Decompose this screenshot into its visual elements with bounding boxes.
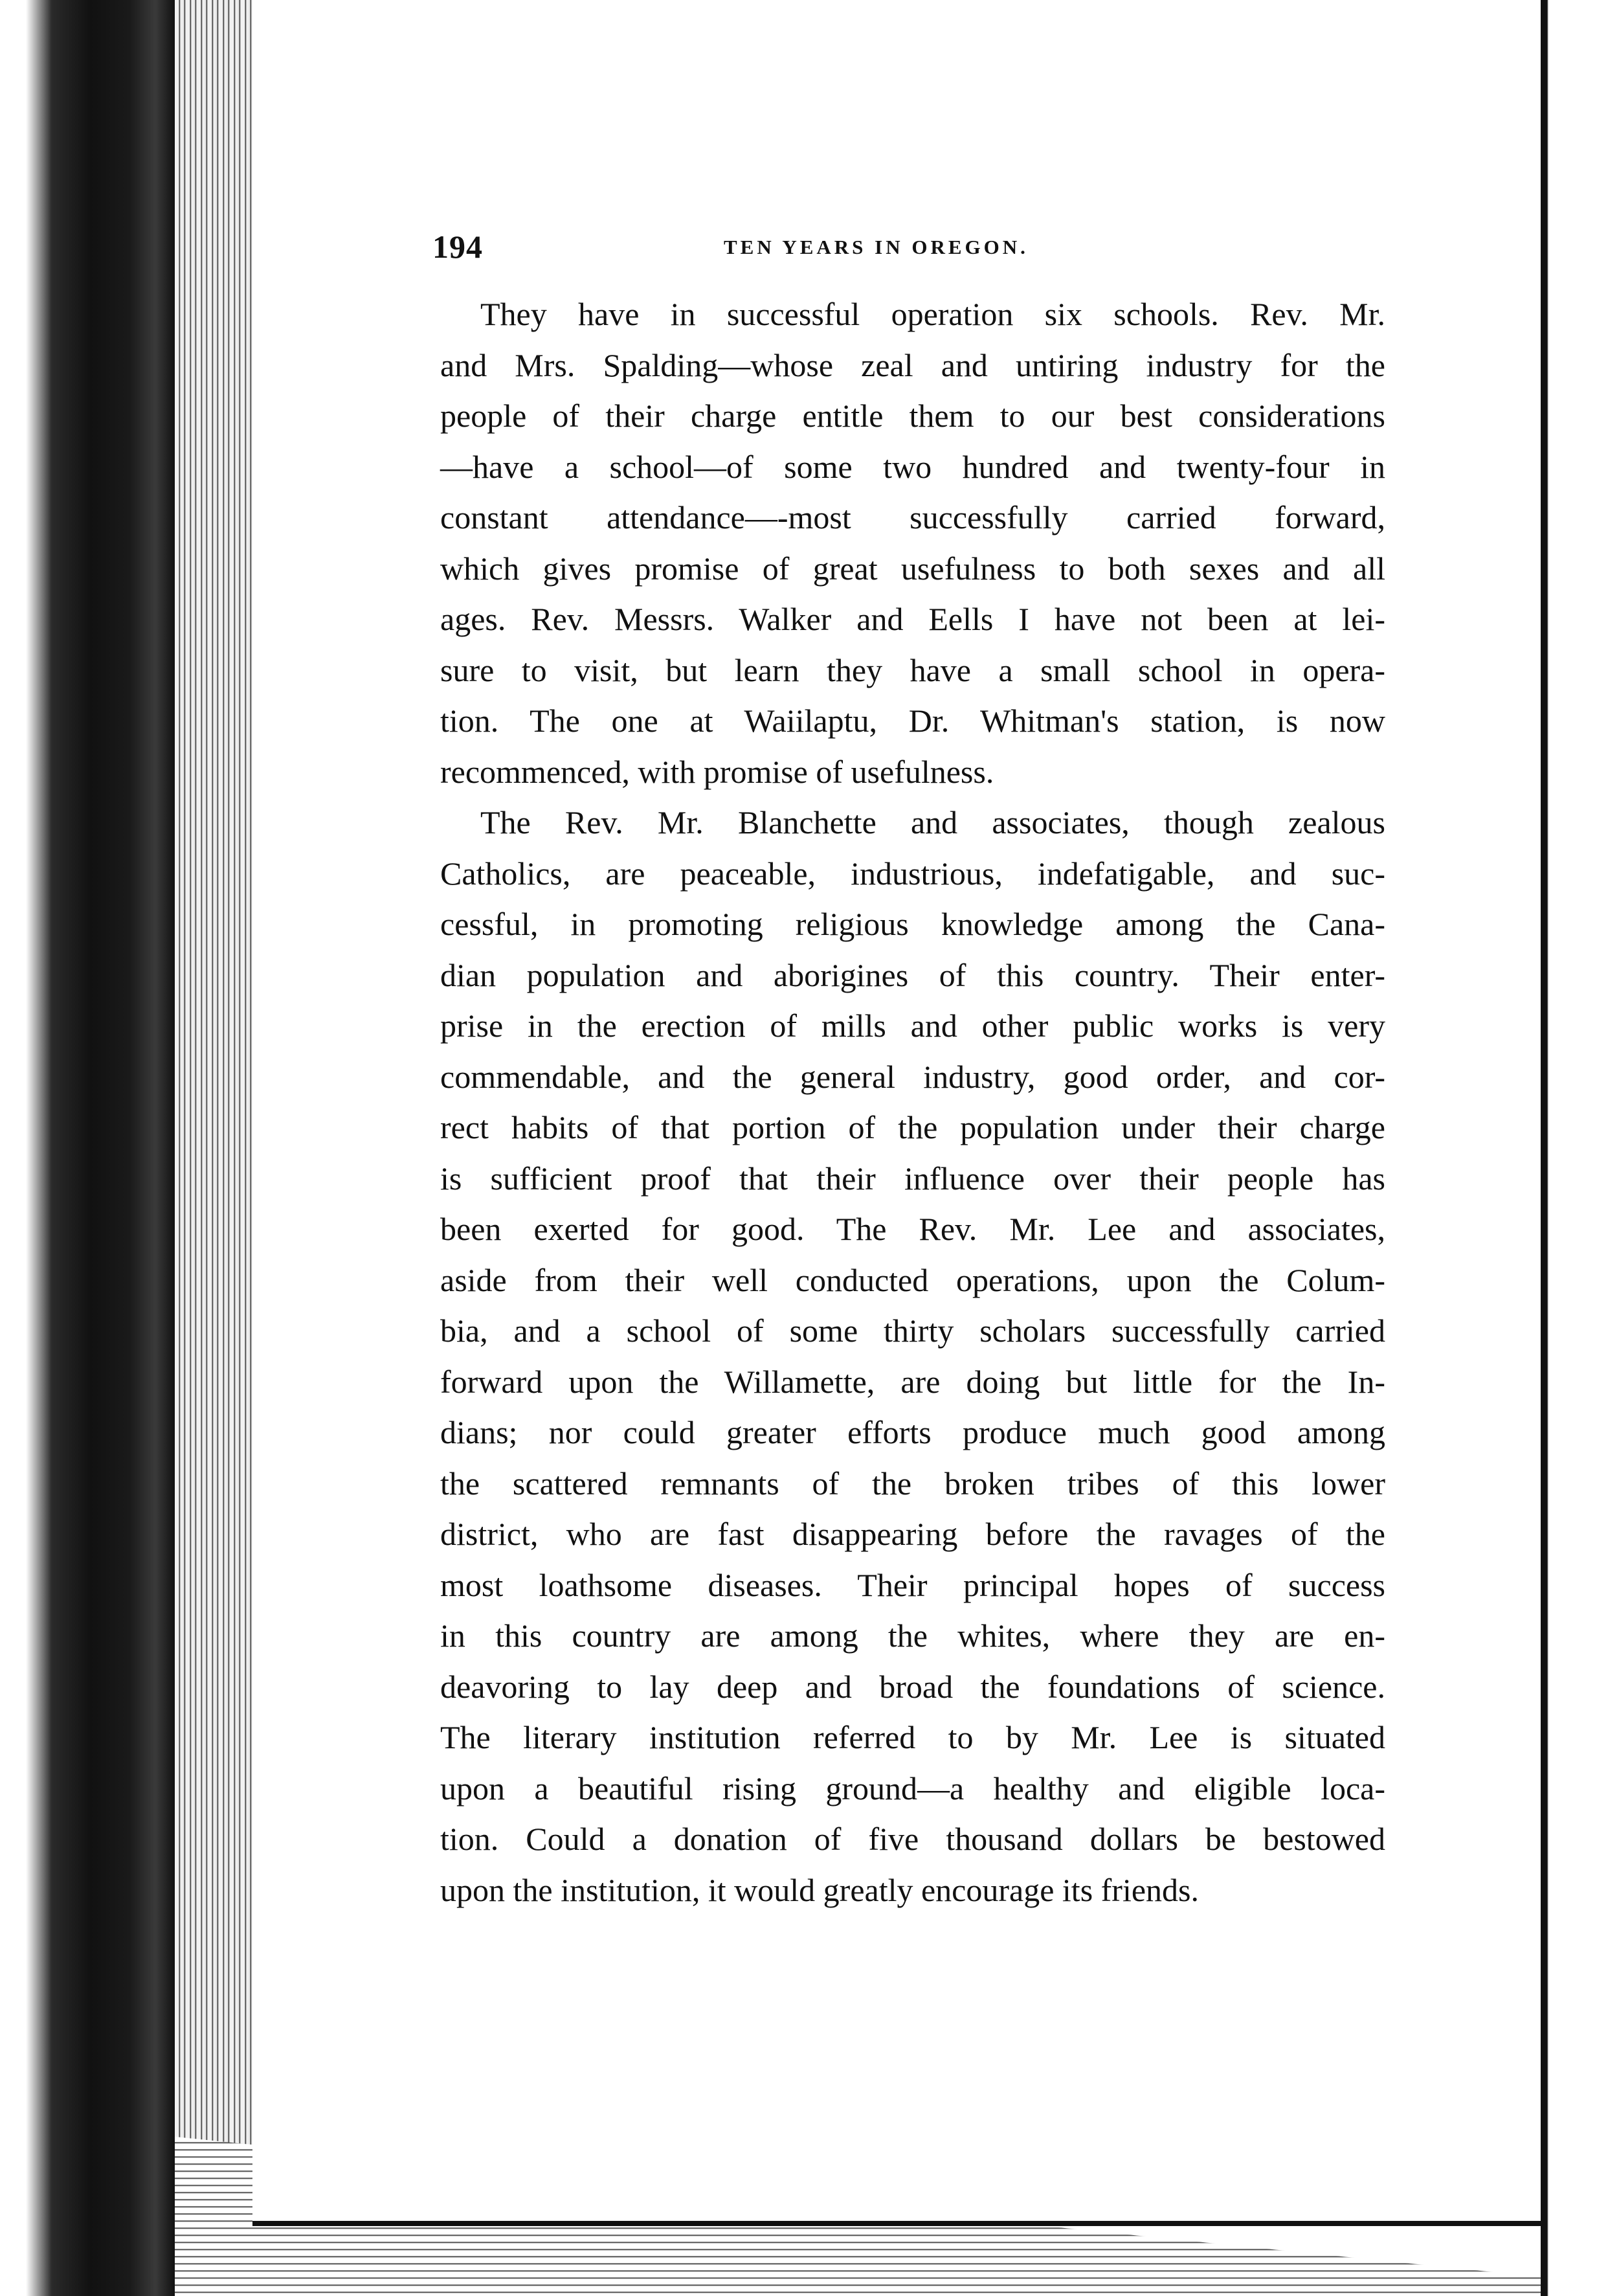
book-binding [0,0,175,2296]
text-line: people of their charge entitle them to our best considerations [440,398,1385,434]
text-line: deavoring to lay deep and broad the foundations of science. [440,1668,1385,1705]
page-edges [175,0,252,2296]
page-number: 194 [432,229,483,265]
text-line: is sufficient proof that their influence over their people has [440,1160,1385,1197]
text-line: dian population and aborigines of this country. Their enter- [440,956,1385,993]
text-line: ages. Rev. Messrs. Walker and Eells I have not been at lei- [440,601,1385,637]
text-line: cessful, in promoting religious knowledge among the Cana- [440,906,1385,942]
text-line: The Rev. Mr. Blanchette and associates, though zealous [480,804,1385,840]
text-line: recommenced, with promise of usefulness. [440,753,994,790]
body-text [440,289,1385,1915]
text-line: constant attendance—-most successfully carried forward, [440,499,1385,535]
text-line: aside from their well conducted operations, upon the Colum- [440,1261,1385,1298]
running-head [432,228,1403,273]
running-title: TEN YEARS IN OREGON. [724,236,1029,258]
text-line: the scattered remnants of the broken tribes of this lower [440,1465,1385,1502]
text-line: —have a school—of some two hundred and twenty-four in [440,448,1385,485]
text-line: prise in the erection of mills and other public works is very [440,1007,1385,1044]
text-line: district, who are fast disappearing before the ravages of the [440,1516,1385,1552]
text-line: which gives promise of great usefulness to both sexes and all [440,550,1385,587]
text-line: They have in successful operation six schools. Rev. Mr. [480,296,1385,332]
text-line: upon a beautiful rising ground—a healthy and eligible loca- [440,1770,1385,1806]
text-line: rect habits of that portion of the population under their charge [440,1109,1385,1145]
text-line: tion. The one at Waiilaptu, Dr. Whitman's station, is now [440,703,1385,739]
text-line: most loathsome diseases. Their principal hopes of success [440,1566,1385,1603]
text-line: tion. Could a donation of five thousand dollars be bestowed [440,1821,1385,1857]
facing-page-edge [1541,0,1608,2296]
text-line: been exerted for good. The Rev. Mr. Lee and associates, [440,1211,1385,1247]
text-line: and Mrs. Spalding—whose zeal and untiring industry for the [440,346,1385,383]
text-line: dians; nor could greater efforts produce much good among [440,1414,1385,1450]
text-line: commendable, and the general industry, good order, and cor- [440,1058,1385,1095]
text-line: sure to visit, but learn they have a small school in opera- [440,651,1385,688]
text-line: The literary institution referred to by Mr. Lee is situated [440,1719,1385,1755]
text-line: in this country are among the whites, where they are en- [440,1617,1385,1654]
text-line: upon the institution, it would greatly encourage its friends. [440,1871,1199,1908]
text-line: Catholics, are peaceable, industrious, indefatigable, and suc- [440,855,1385,892]
text-line: bia, and a school of some thirty scholars successfully carried [440,1312,1385,1349]
text-line: forward upon the Willamette, are doing but little for the In- [440,1363,1385,1400]
